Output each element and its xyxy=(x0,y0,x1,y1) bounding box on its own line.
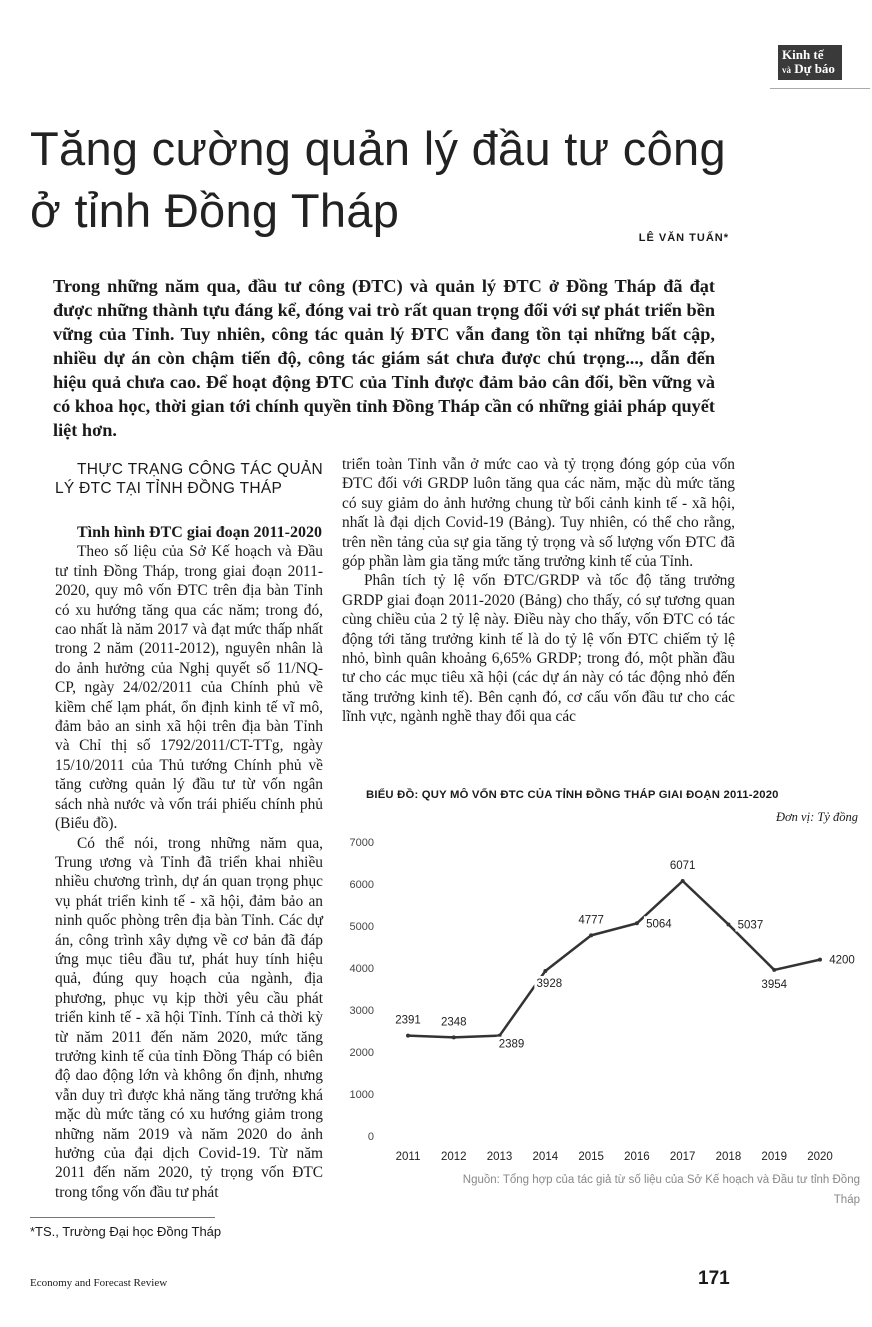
series-line xyxy=(408,881,820,1037)
x-tick-label: 2012 xyxy=(440,1151,467,1163)
data-label: 5037 xyxy=(737,919,764,932)
journal-badge xyxy=(778,45,842,80)
data-label: 4777 xyxy=(578,914,604,927)
article-title xyxy=(30,118,770,242)
data-point xyxy=(726,922,730,926)
abstract: Trong những năm qua, đầu tư công (ĐTC) và quản lý ĐTC ở Đồng Tháp đã đạt được những thành tựu đáng kể, đóng vai trò rất quan trọng đối với sự phát triển bền vững của Tỉnh. Tuy nhiên, công tác quản lý ĐTC vẫn đang tồn tại những bất cập, nhiều dự án còn chậm tiến độ, công tác giám sát chưa được chú trọng..., dẫn đến hiệu quả chưa cao. Để hoạt động ĐTC của Tỉnh được đảm bảo cân đối, bền vững và có khoa học, thời gian tới chính quyền tỉnh Đồng Tháp cần có những giải pháp quyết liệt hơn. xyxy=(53,276,715,440)
chart-unit: Đơn vị: Tỷ đồng xyxy=(775,810,858,824)
x-tick-label: 2019 xyxy=(761,1151,788,1163)
data-point xyxy=(681,879,685,883)
data-point xyxy=(406,1034,410,1038)
page-number: 171 xyxy=(698,1268,730,1289)
line-chart xyxy=(340,830,860,1170)
y-tick-label: 5000 xyxy=(349,921,374,933)
chart-source: Nguồn: Tổng hợp của tác giả từ số liệu của Sở Kế hoạch và Đầu tư tỉnh Đồng Tháp xyxy=(462,1174,860,1206)
data-point xyxy=(543,969,547,973)
x-tick-label: 2014 xyxy=(532,1151,559,1163)
data-point xyxy=(635,921,639,925)
data-label: 3954 xyxy=(761,978,788,991)
footnote-rule xyxy=(30,1217,215,1218)
author: LÊ VĂN TUẤN* xyxy=(638,232,729,244)
badge-line1: Kinh tế xyxy=(782,47,824,62)
section-heading: THỰC TRẠNG CÔNG TÁC QUẢN LÝ ĐTC TẠI TỈNH ĐỒNG THÁP xyxy=(55,461,323,497)
title-line-1: Tăng cường quản lý đầu tư công xyxy=(30,122,726,175)
paragraph: Có thể nói, trong những năm qua, Trung ương và Tỉnh đã triển khai nhiều nhiều chương trình, dự án quan trọng phục vụ phát triển kinh tế - xã hội, đảm bảo an ninh quốc phòng trên địa bàn Tỉnh. Các dự án, công trình xây dựng về cơ bản đã đáp ứng mục tiêu đầu tư, phát huy tính hiệu quả, đúng quy hoạch của ngành, địa phương, phục vụ kịp thời yêu cầu phát triển kinh tế - xã hội Tỉnh. Tính cả thời kỳ từ năm 2011 đến năm 2020, mức tăng trưởng kinh tế của tỉnh Đồng Tháp có biên độ dao động lớn và không ổn định, nhưng vẫn duy trì được khả năng tăng trưởng khá mặc dù mức tăng có xu hướng giảm trong những năm 2019 và năm 2020 do ảnh hưởng của đại dịch Covid-19. Từ năm 2011 đến năm 2020, tỷ trọng vốn ĐTC trong tổng vốn đầu tư phát xyxy=(55,834,323,1201)
y-tick-label: 7000 xyxy=(349,837,374,849)
paragraph: Phân tích tỷ lệ vốn ĐTC/GRDP và tốc độ tăng trưởng GRDP giai đoạn 2011-2020 (Bảng) cho thấy, có sự tương quan cùng chiều của 2 tỷ lệ này. Điều này cho thấy, vốn ĐTC có tác động tới tăng trưởng kinh tế là do tỷ lệ vốn ĐTC chiếm tỷ lệ nhỏ, bình quân khoảng 6,65% GRDP; trong đó, một phần đầu tư cho các mục tiêu xã hội (các dự án này có tác động nhỏ đến tăng trưởng kinh tế). Bên cạnh đó, cơ cấu vốn đầu tư cho các lĩnh vực, ngành nghề thay đổi qua các xyxy=(342,572,735,726)
y-tick-label: 0 xyxy=(367,1131,374,1143)
data-label: 3928 xyxy=(536,978,563,991)
y-tick-label: 2000 xyxy=(349,1047,374,1059)
data-label: 2391 xyxy=(395,1014,421,1027)
data-label: 6071 xyxy=(669,860,696,873)
badge-line2: Dự báo xyxy=(794,61,835,76)
y-tick-label: 1000 xyxy=(349,1089,374,1101)
subheading: Tình hình ĐTC giai đoạn 2011-2020 xyxy=(77,524,322,541)
left-column xyxy=(55,460,323,1202)
x-tick-label: 2015 xyxy=(578,1151,604,1163)
paragraph: Theo số liệu của Sở Kế hoạch và Đầu tư tỉnh Đồng Tháp, trong giai đoạn 2011-2020, quy mô vốn ĐTC trên địa bàn Tỉnh có xu hướng tăng qua các năm; trong đó, cao nhất là năm 2017 và đạt mức thấp nhất trong 2 năm (2011-2012), nguyên nhân là do ảnh hưởng của Nghị quyết số 11/NQ-CP, ngày 24/02/2011 của Chính phủ về kiềm chế lạm phát, ổn định kinh tế vĩ mô, đảm bảo an sinh xã hội trên địa bàn Tỉnh và Chỉ thị số 1792/2011/CT-TTg, ngày 15/10/2011 của Thủ tướng Chính phủ về tăng cường quản lý đầu tư từ vốn ngân sách nhà nước và vốn trái phiếu chính phủ (Biểu đồ). xyxy=(55,543,323,833)
right-column xyxy=(342,455,735,727)
y-tick-label: 6000 xyxy=(349,879,374,891)
x-tick-label: 2020 xyxy=(807,1151,833,1163)
badge-conj: và xyxy=(782,65,791,75)
x-tick-label: 2018 xyxy=(715,1151,742,1163)
chart-title: BIỂU ĐỒ: QUY MÔ VỐN ĐTC CỦA TỈNH ĐỒNG THÁP GIAI ĐOẠN 2011-2020 xyxy=(366,789,779,801)
data-point xyxy=(589,933,593,937)
data-point xyxy=(818,958,822,962)
journal-name: Economy and Forecast Review xyxy=(30,1277,168,1289)
data-point xyxy=(452,1035,456,1039)
data-label: 2348 xyxy=(440,1016,467,1029)
data-label: 2389 xyxy=(498,1038,525,1051)
x-tick-label: 2016 xyxy=(624,1151,650,1163)
data-label: 5064 xyxy=(646,918,672,931)
header-rule xyxy=(770,88,870,89)
x-tick-label: 2017 xyxy=(669,1151,696,1163)
y-tick-label: 4000 xyxy=(349,963,374,975)
data-point xyxy=(772,968,776,972)
y-tick-label: 3000 xyxy=(349,1005,374,1017)
x-tick-label: 2013 xyxy=(486,1151,513,1163)
x-tick-label: 2011 xyxy=(395,1151,421,1163)
paragraph: triển toàn Tỉnh vẫn ở mức cao và tỷ trọng đóng góp của vốn ĐTC đối với GRDP luôn tăng qua các năm, mặc dù mức tăng có suy giảm do ảnh hưởng chung từ bối cảnh kinh tế - xã hội, nhất là đại dịch Covid-19 (Bảng). Tuy nhiên, có thể cho rằng, trên nền tảng của sự gia tăng tỷ trọng và số lượng vốn ĐTC đã góp phần làm gia tăng mức tăng trưởng kinh tế của Tỉnh. xyxy=(342,456,735,571)
title-line-2: ở tỉnh Đồng Tháp xyxy=(30,184,400,237)
data-label: 4200 xyxy=(829,954,855,967)
footnote: *TS., Trường Đại học Đồng Tháp xyxy=(30,1224,222,1239)
